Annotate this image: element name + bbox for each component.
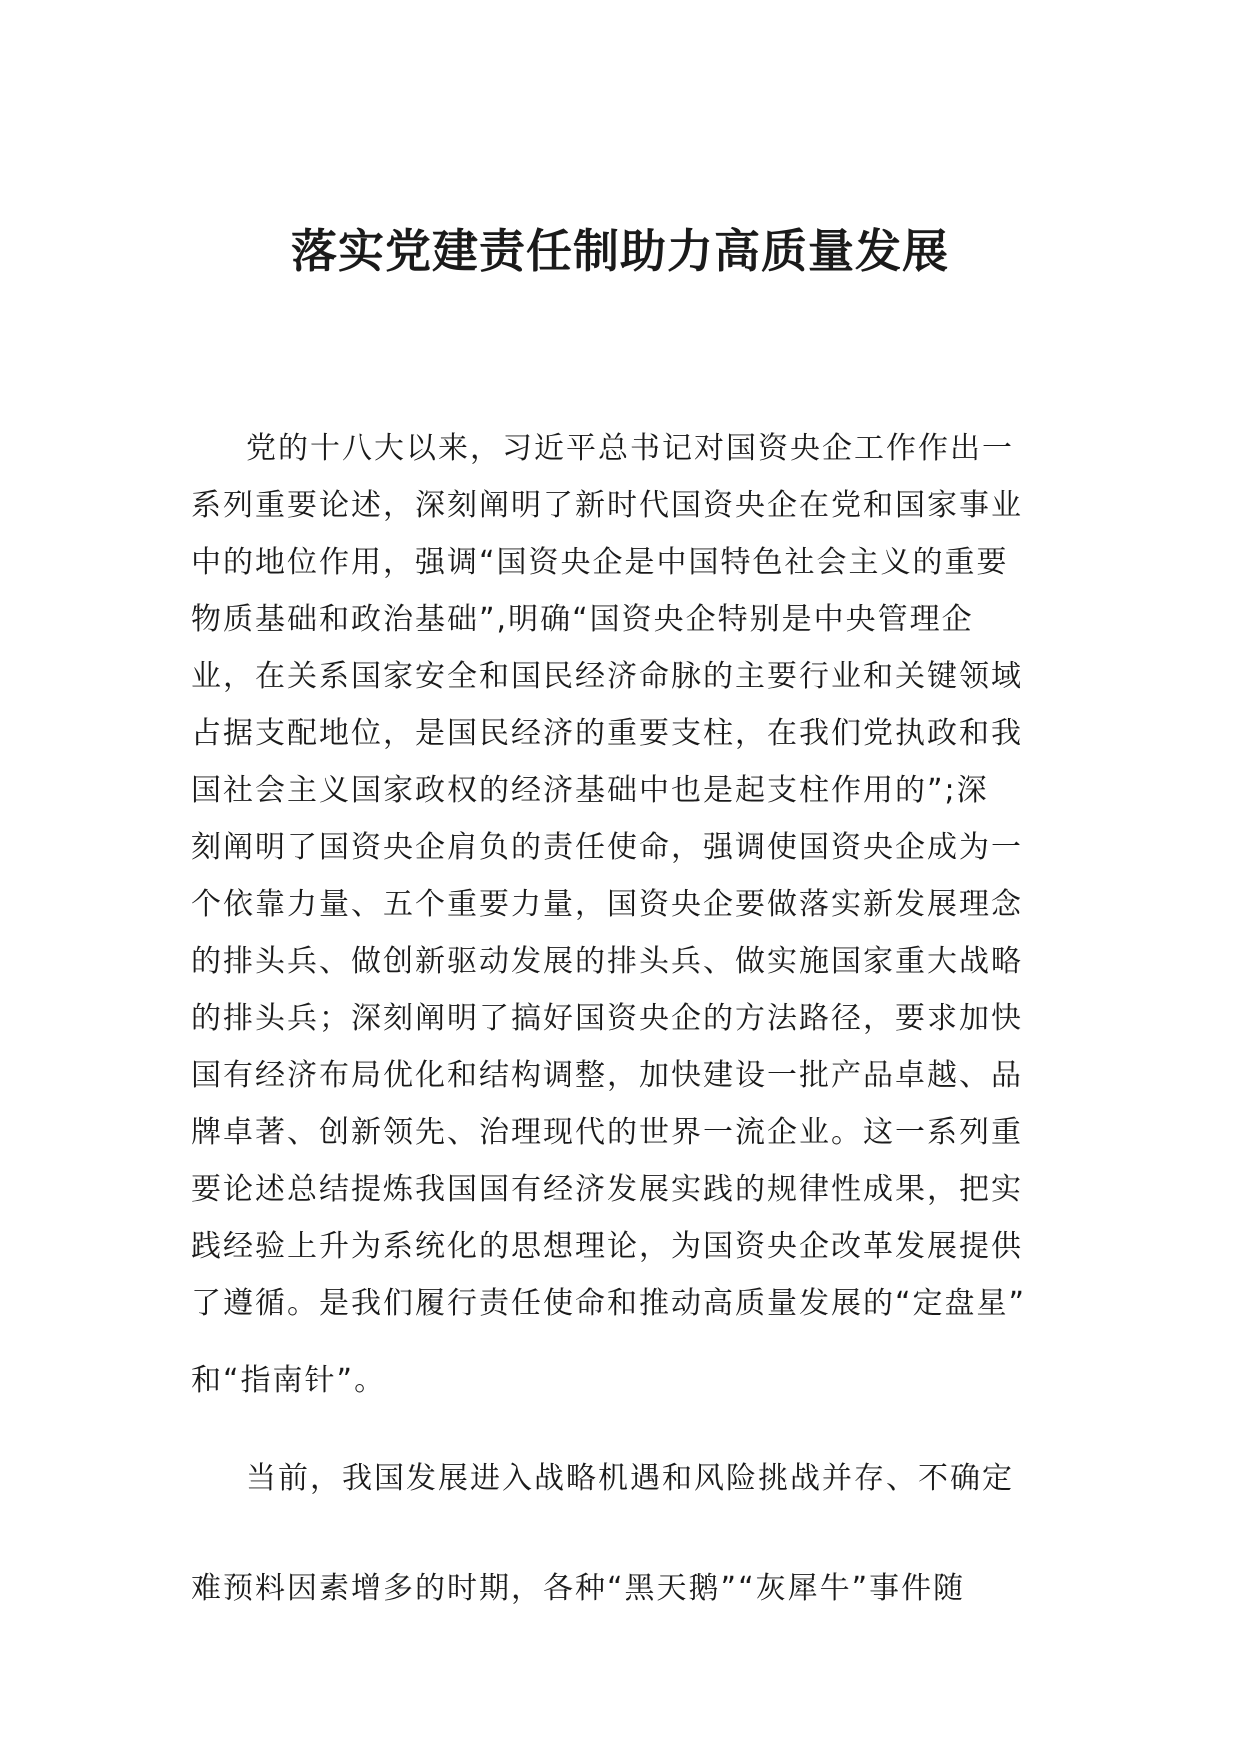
paragraph-line: 占据支配地位，是国民经济的重要支柱，在我们党执政和我 (191, 716, 1023, 751)
paragraph-line: 和“指南针”。 (191, 1363, 387, 1398)
paragraph-line: 的排头兵、做创新驱动发展的排头兵、做实施国家重大战略 (191, 944, 1023, 979)
paragraph-line: 国有经济布局优化和结构调整，加快建设一批产品卓越、品 (191, 1058, 1023, 1093)
paragraph-line: 了遵循。是我们履行责任使命和推动高质量发展的“定盘星” (191, 1286, 1027, 1321)
document-title: 落实党建责任制助力高质量发展 (291, 223, 949, 278)
paragraph-line: 当前，我国发展进入战略机遇和风险挑战并存、不确定 (246, 1461, 1014, 1496)
paragraph-line: 个依靠力量、五个重要力量，国资央企要做落实新发展理念 (191, 887, 1023, 922)
paragraph-line: 中的地位作用，强调“国资央企是中国特色社会主义的重要 (191, 545, 1009, 580)
paragraph-line: 践经验上升为系统化的思想理论，为国资央企改革发展提供 (191, 1229, 1023, 1264)
paragraph-2 (191, 1450, 1051, 1670)
paragraph-1 (191, 420, 1051, 1409)
paragraph-line: 牌卓著、创新领先、治理现代的世界一流企业。这一系列重 (191, 1115, 1023, 1150)
paragraph-line: 业，在关系国家安全和国民经济命脉的主要行业和关键领域 (191, 659, 1023, 694)
paragraph-line: 系列重要论述，深刻阐明了新时代国资央企在党和国家事业 (191, 488, 1023, 523)
paragraph-line: 要论述总结提炼我国国有经济发展实践的规律性成果，把实 (191, 1172, 1023, 1207)
paragraph-line: 难预料因素增多的时期，各种“黑天鹅”“灰犀牛”事件随 (191, 1571, 966, 1606)
paragraph-line: 的排头兵；深刻阐明了搞好国资央企的方法路径，要求加快 (191, 1001, 1023, 1036)
paragraph-line: 刻阐明了国资央企肩负的责任使命，强调使国资央企成为一 (191, 830, 1023, 865)
paragraph-line: 党的十八大以来，习近平总书记对国资央企工作作出一 (246, 431, 1014, 466)
paragraph-line: 物质基础和政治基础”,明确“国资央企特别是中央管理企 (191, 602, 974, 637)
paragraph-line: 国社会主义国家政权的经济基础中也是起支柱作用的”;深 (191, 773, 989, 808)
